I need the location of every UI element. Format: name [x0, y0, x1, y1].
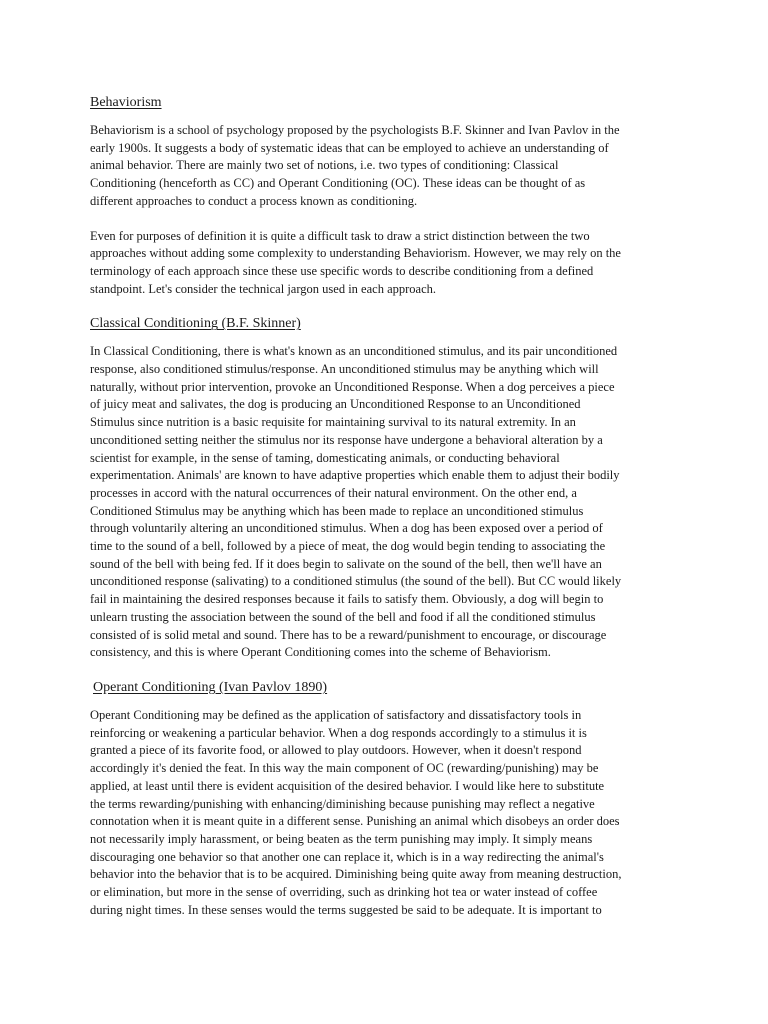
- section-heading: Classical Conditioning (B.F. Skinner): [90, 316, 301, 332]
- paragraph-line: unconditioned setting neither the stimulus nor its response have undergone a behavioral alteration by a: [90, 432, 603, 447]
- paragraph-line: of juicy meat and salivates, the dog is producing an Unconditioned Response to an Unconditioned: [90, 397, 581, 412]
- paragraph-line: or elimination, but more in the sense of overriding, such as drinking hot tea or water instead of coffee: [90, 885, 598, 900]
- paragraph-line: granted a piece of its favorite food, or allowed to play outdoors. However, when it doesn't respond: [90, 743, 582, 758]
- paragraph: [90, 343, 680, 662]
- paragraph-line: response, also conditioned stimulus/response. An unconditioned stimulus may be anything which will: [90, 362, 599, 377]
- paragraph-line: different approaches to conduct a process known as conditioning.: [90, 193, 418, 208]
- paragraph-line: approaches without adding some complexity to understanding Behaviorism. However, we may rely on the: [90, 246, 621, 261]
- document-body: [90, 94, 680, 936]
- paragraph-line: animal behavior. There are mainly two set of notions, i.e. two types of conditioning: Classical: [90, 158, 559, 173]
- paragraph-line: consistency, and this is where Operant Conditioning comes into the scheme of Behaviorism.: [90, 645, 551, 660]
- paragraph-line: In Classical Conditioning, there is what's known as an unconditioned stimulus, and its pair unconditioned: [90, 344, 618, 359]
- paragraph-line: accordingly it's denied the feat. In this way the main component of OC (rewarding/punishing) may be: [90, 761, 599, 776]
- paragraph-line: sound of the bell with being fed. If it does begin to salivate on the sound of the bell, then we'll have an: [90, 556, 602, 571]
- paragraph-line: reinforcing or weakening a particular behavior. When a dog responds accordingly to a stimulus it is: [90, 725, 587, 740]
- paragraph-line: through voluntarily altering an unconditioned stimulus. When a dog has been exposed over a period of: [90, 521, 603, 536]
- paragraph-line: behavior into the behavior that is to be acquired. Diminishing being quite away from meaning destruction,: [90, 867, 622, 882]
- paragraph-line: unlearn trusting the association between the sound of the bell and food if all the conditioned stimulus: [90, 609, 596, 624]
- paragraph-line: processes in accord with the natural occurrences of their natural environment. On the other end, a: [90, 485, 577, 500]
- paragraph: [90, 122, 680, 211]
- paragraph-line: consisted of is solid metal and sound. There has to be a reward/punishment to encourage, or discourage: [90, 627, 607, 642]
- paragraph-line: during night times. In these senses would the terms suggested be said to be adequate. It is important to: [90, 902, 602, 917]
- paragraph-line: discouraging one behavior so that another one can replace it, which is in a way redirecting the animal's: [90, 849, 604, 864]
- paragraph-line: standpoint. Let's consider the technical jargon used in each approach.: [90, 281, 437, 296]
- paragraph: [90, 228, 680, 299]
- paragraph-line: not necessarily imply harassment, or being beaten as the term punishing may imply. It simply means: [90, 831, 593, 846]
- paragraph-line: early 1900s. It suggests a body of systematic ideas that can be employed to achieve an understanding of: [90, 140, 609, 155]
- paragraph-line: time to the sound of a bell, followed by a piece of meat, the dog would begin tending to associating the: [90, 539, 606, 554]
- paragraph-line: connotation when it is meant quite in a different sense. Punishing an animal which disobeys an order does: [90, 814, 620, 829]
- paragraph-line: Behaviorism is a school of psychology proposed by the psychologists B.F. Skinner and Ivan Pavlov in the: [90, 123, 620, 137]
- paragraph-line: unconditioned response (salivating) to a conditioned stimulus (the sound of the bell). But CC would likely: [90, 574, 622, 589]
- paragraph-line: scientist for example, in the sense of taming, domesticating animals, or conducting behavioral: [90, 450, 560, 465]
- paragraph-line: Operant Conditioning may be defined as the application of satisfactory and dissatisfactory tools in: [90, 707, 582, 722]
- paragraph-line: fail in maintaining the desired responses because it fails to satisfy them. Obviously, a dog will begin to: [90, 592, 604, 607]
- section-heading: Operant Conditioning (Ivan Pavlov 1890): [93, 679, 328, 695]
- paragraph-line: the terms rewarding/punishing with enhancing/diminishing because punishing may reflect a negative: [90, 796, 595, 811]
- paragraph-line: Even for purposes of definition it is quite a difficult task to draw a strict distinction between the two: [90, 228, 590, 243]
- paragraph: [90, 707, 680, 919]
- paragraph-line: Conditioned Stimulus may be anything which has been made to replace an unconditioned stimulus: [90, 503, 584, 518]
- paragraph-line: Stimulus since nutrition is a basic requisite for maintaining survival to its natural extremity. In an: [90, 415, 576, 430]
- section-heading: Behaviorism: [90, 95, 162, 110]
- paragraph-line: Conditioning (henceforth as CC) and Operant Conditioning (OC). These ideas can be thought of as: [90, 176, 586, 191]
- paragraph-line: applied, at least until there is evident acquisition of the desired behavior. I would like here to substitute: [90, 778, 605, 793]
- paragraph-line: terminology of each approach since these use specific words to describe conditioning from a defined: [90, 263, 594, 278]
- paragraph-line: naturally, without prior intervention, provoke an Unconditioned Response. When a dog perceives a piece: [90, 379, 615, 394]
- paragraph-line: experimentation. Animals' are known to have adaptive properties which enable them to adjust their bodily: [90, 468, 620, 483]
